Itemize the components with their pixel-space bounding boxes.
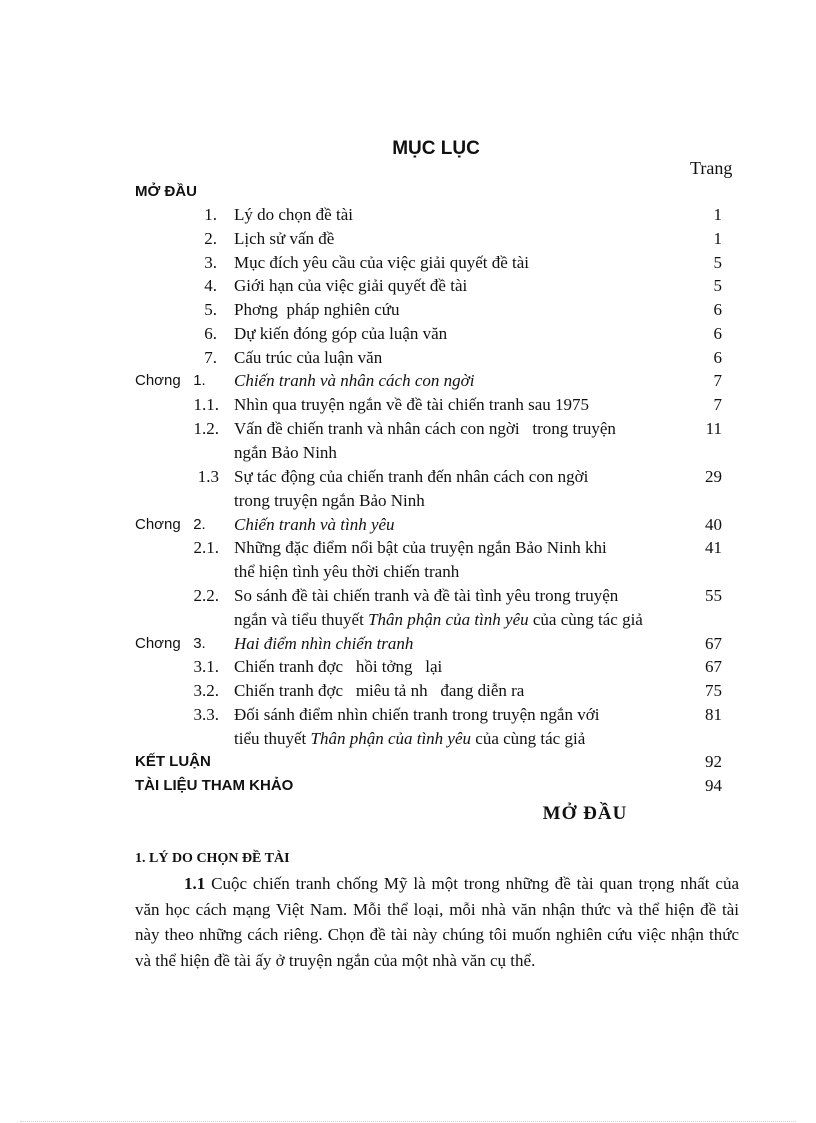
- toc-entry-page: 7: [713, 371, 722, 390]
- toc-entry: [0, 251, 816, 275]
- toc-entry-page: 94: [705, 776, 722, 795]
- toc-entry-page: 7: [713, 395, 722, 414]
- toc-entry-text: Dự kiến đóng góp của luận văn: [234, 324, 448, 343]
- toc-entry-number: 3.: [204, 253, 217, 272]
- toc-entry-text: [234, 727, 585, 751]
- toc-entry: [0, 679, 816, 703]
- toc-chapter-3: [0, 632, 816, 656]
- toc-entry-text-pre: ngắn và tiểu thuyết: [234, 610, 369, 629]
- toc-entry-text: Phơng pháp nghiên cứu: [234, 300, 400, 319]
- toc-entry-page: 6: [713, 348, 722, 367]
- toc-entry-page: 5: [713, 253, 722, 272]
- toc-entry-page: 92: [705, 752, 722, 771]
- toc-entry: [0, 465, 816, 489]
- toc-entry-text: Những đặc điểm nổi bật của truyện ngắn Bảo Ninh khi: [234, 538, 607, 557]
- toc-entry-text: trong truyện ngắn Bảo Ninh: [234, 491, 425, 510]
- toc-chapter-label: Chơng 1.: [135, 372, 206, 389]
- toc-entry-number: 3.1.: [193, 657, 219, 676]
- toc-entry-number: 1.: [204, 205, 217, 224]
- toc-entry-number: 3.3.: [193, 705, 219, 724]
- book-title: Thân phận của tình yêu: [310, 729, 472, 748]
- toc-entry-page: 5: [713, 276, 722, 295]
- toc-chapter-title: Chiến tranh và tình yêu: [234, 515, 395, 534]
- toc-entry: [0, 298, 816, 322]
- toc-entry-page: 75: [705, 681, 722, 700]
- toc-entry-page: 81: [705, 705, 722, 724]
- toc-entry: [0, 274, 816, 298]
- toc-entry-page: 55: [705, 586, 722, 605]
- paragraph-label: 1.1: [184, 874, 206, 893]
- toc-chapter-title: Chiến tranh và nhân cách con ngời: [234, 371, 475, 390]
- toc-entry-text: Cấu trúc của luận văn: [234, 348, 383, 367]
- toc-entry-text: Mục đích yêu cầu của việc giải quyết đề tài: [234, 253, 530, 272]
- toc-entry-number: 3.2.: [193, 681, 219, 700]
- toc-entry-page: 11: [705, 419, 722, 438]
- page-bottom-divider: [20, 1121, 796, 1122]
- toc-references-row: [0, 774, 816, 798]
- toc-entry-page: 6: [713, 324, 722, 343]
- toc-entry-number: 7.: [204, 348, 217, 367]
- toc-entry-page: 6: [713, 300, 722, 319]
- paragraph-text: Cuộc chiến tranh chống Mỹ là một trong những đề tài quan trọng nhất của văn học cách mạng Việt Nam. Mỗi thể loại, mỗi nhà văn nhận thức và thể hiện đề tài này theo những cách riêng. Chọn đề tài này chúng tôi muốn nghiên cứu việc nhận thức và thể hiện đề tài ấy ở truyện ngắn của một nhà văn cụ thể.: [135, 874, 739, 970]
- toc-intro-heading-row: [0, 180, 816, 204]
- toc-conclusion-row: [0, 750, 816, 774]
- toc-entry-number: 6.: [204, 324, 217, 343]
- toc-entry: [0, 417, 816, 441]
- toc-entry-text: Đối sánh điểm nhìn chiến tranh trong truyện ngắn với: [234, 705, 600, 724]
- toc-entry-page: 40: [705, 515, 722, 534]
- sub-section-title: 1. LÝ DO CHỌN ĐỀ TÀI: [135, 851, 290, 866]
- toc-entry-continued: [0, 560, 816, 584]
- toc-entry-text-post: của cùng tác giả: [528, 610, 643, 629]
- toc-entry-text: Lý do chọn đề tài: [234, 205, 353, 224]
- toc-entry: [0, 536, 816, 560]
- toc-entry-continued: [0, 489, 816, 513]
- toc-entry-number: 1.1.: [193, 395, 219, 414]
- toc-entry: [0, 703, 816, 727]
- toc-title: MỤC LỤC: [392, 138, 480, 159]
- toc-entry-page: 29: [705, 467, 722, 486]
- toc-page-header: Trang: [690, 158, 733, 178]
- toc-entry-text-pre: tiểu thuyết: [234, 729, 311, 748]
- body-paragraph: [135, 871, 739, 973]
- toc-entry-number: 1.3: [197, 467, 219, 486]
- toc-entry: [0, 346, 816, 370]
- toc-entry-text-post: của cùng tác giả: [471, 729, 586, 748]
- toc-chapter-2: [0, 513, 816, 537]
- book-title: Thân phận của tình yêu: [368, 610, 529, 629]
- toc-references: TÀI LIỆU THAM KHẢO: [135, 777, 294, 794]
- toc-chapter-title: Hai điểm nhìn chiến tranh: [234, 634, 414, 653]
- toc-entry: [0, 227, 816, 251]
- toc-entry-text: Chiến tranh đợc hồi tởng lại: [234, 657, 443, 676]
- toc-entry-number: 2.1.: [193, 538, 219, 557]
- toc-chapter-label: Chơng 3.: [135, 635, 206, 652]
- toc-entry: [0, 203, 816, 227]
- toc-entry: [0, 584, 816, 608]
- toc-entry-continued: [0, 608, 816, 632]
- toc-entry-text: [234, 608, 643, 632]
- toc-entry-continued: [0, 441, 816, 465]
- toc-entry-page: 1: [713, 229, 722, 248]
- toc-entry-page: 41: [705, 538, 722, 557]
- toc-entry-number: 5.: [204, 300, 217, 319]
- toc-conclusion: KẾT LUẬN: [135, 753, 211, 770]
- toc-entry-text: Vấn đề chiến tranh và nhân cách con ngời trong truyện: [234, 419, 616, 438]
- toc-intro-heading: MỞ ĐẦU: [135, 183, 197, 200]
- toc-entry-text: So sánh đề tài chiến tranh và đề tài tình yêu trong truyện: [234, 586, 619, 605]
- toc-entry-text: thể hiện tình yêu thời chiến tranh: [234, 562, 460, 581]
- toc-entry-page: 67: [705, 634, 722, 653]
- toc-chapter-label: Chơng 2.: [135, 516, 206, 533]
- toc-entry-number: 2.: [204, 229, 217, 248]
- toc-entry: [0, 655, 816, 679]
- toc-entry-number: 1.2.: [193, 419, 219, 438]
- toc-chapter-1: [0, 369, 816, 393]
- toc-entry: [0, 393, 816, 417]
- toc-entry-page: 67: [705, 657, 722, 676]
- toc-entry-text: Giới hạn của việc giải quyết đề tài: [234, 276, 468, 295]
- toc-entry-text: Chiến tranh đợc miêu tả nh đang diễn ra: [234, 681, 525, 700]
- toc-entry-continued: [0, 727, 816, 751]
- toc-entry-number: 2.2.: [193, 586, 219, 605]
- toc-entry-number: 4.: [204, 276, 217, 295]
- toc-entry-page: 1: [713, 205, 722, 224]
- toc-entry-text: Lịch sử vấn đề: [234, 229, 335, 248]
- toc-entry-text: Sự tác động của chiến tranh đến nhân cách con ngời: [234, 467, 589, 486]
- toc-entry-text: Nhìn qua truyện ngắn về đề tài chiến tranh sau 1975: [234, 395, 590, 414]
- toc-entry: [0, 322, 816, 346]
- section-title: MỞ ĐẦU: [542, 803, 628, 824]
- toc-entry-text: ngắn Bảo Ninh: [234, 443, 337, 462]
